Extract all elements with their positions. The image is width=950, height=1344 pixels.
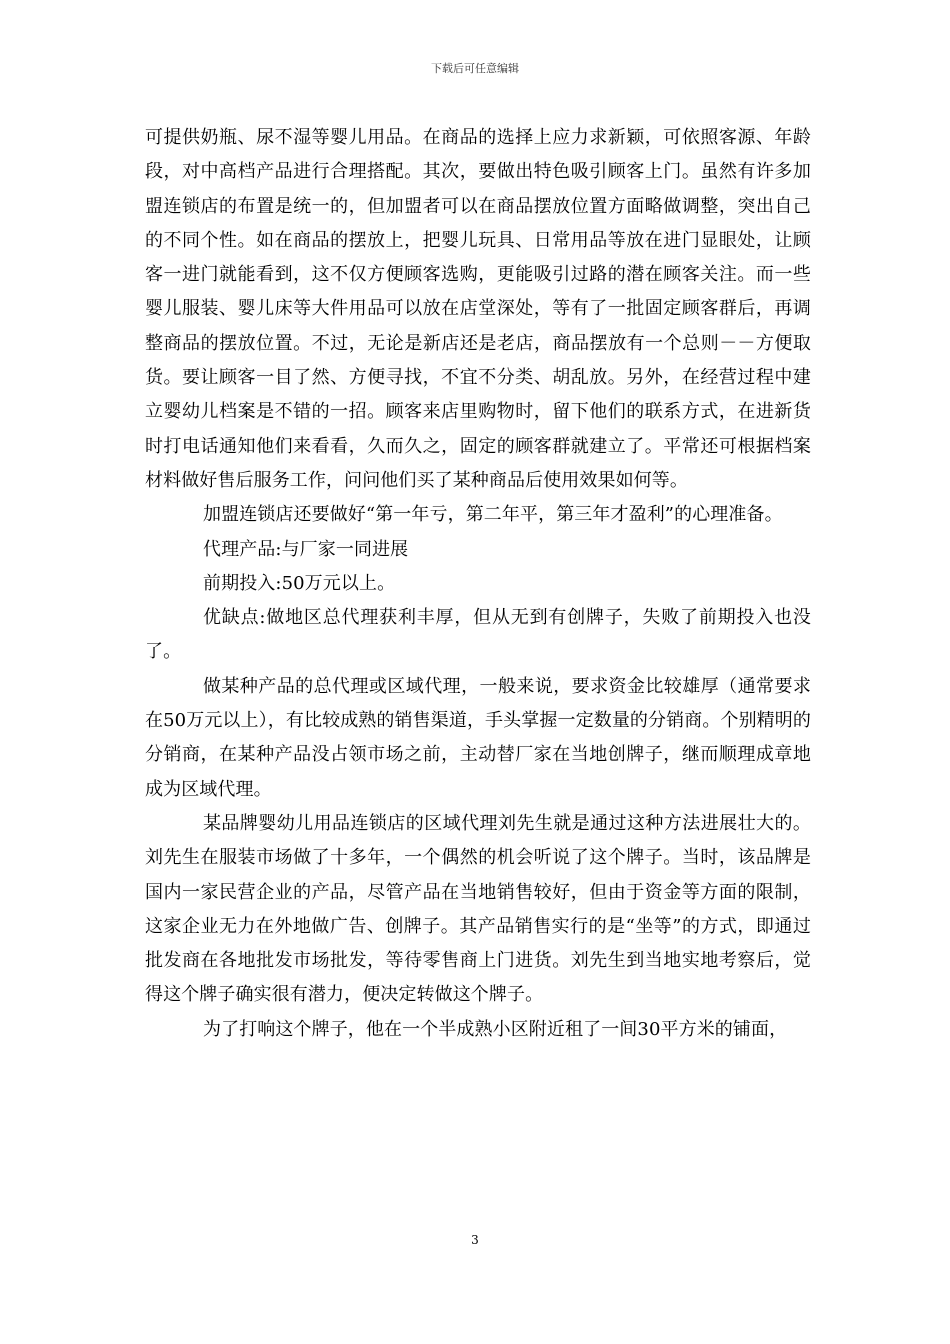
body-text (145, 121, 811, 1047)
paragraph: 优缺点:做地区总代理获利丰厚，但从无到有创牌子，失败了前期投入也没了。 (145, 607, 811, 663)
page-header: 下载后可任意编辑 (431, 62, 519, 75)
paragraph: 做某种产品的总代理或区域代理，一般来说，要求资金比较雄厚（通常要求在50万元以上），有比较成熟的销售渠道，手头掌握一定数量的分销商。个别精明的分销商，在某种产品没占领市场之前，主动替厂家在当地创牌子，继而顺理成章地成为区域代理。 (145, 675, 811, 800)
paragraph: 加盟连锁店还要做好“第一年亏，第二年平，第三年才盈利”的心理准备。 (203, 504, 783, 526)
page-number: 3 (471, 1233, 479, 1247)
paragraph: 某品牌婴幼儿用品连锁店的区域代理刘先生就是通过这种方法进展壮大的。刘先生在服装市场做了十多年，一个偶然的机会听说了这个牌子。当时，该品牌是国内一家民营企业的产品，尽管产品在当地销售较好，但由于资金等方面的限制，这家企业无力在外地做广告、创牌子。其产品销售实行的是“坐等”的方式，即通过批发商在各地批发市场批发，等待零售商上门进货。刘先生到当地实地考察后，觉得这个牌子确实很有潜力，便决定转做这个牌子。 (145, 812, 811, 1006)
paragraph: 可提供奶瓶、尿不湿等婴儿用品。在商品的选择上应力求新颖，可依照客源、年龄段，对中高档产品进行合理搭配。其次，要做出特色吸引顾客上门。虽然有许多加盟连锁店的布置是统一的，但加盟者可以在商品摆放位置方面略做调整，突出自己的不同个性。如在商品的摆放上，把婴儿玩具、日常用品等放在进门显眼处，让顾客一进门就能看到，这不仅方便顾客选购，更能吸引过路的潜在顾客关注。而一些婴儿服装、婴儿床等大件用品可以放在店堂深处，等有了一批固定顾客群后，再调整商品的摆放位置。不过，无论是新店还是老店，商品摆放有一个总则－－方便取货。要让顾客一目了然、方便寻找，不宜不分类、胡乱放。另外，在经营过程中建立婴幼儿档案是不错的一招。顾客来店里购物时，留下他们的联系方式，在进新货时打电话通知他们来看看，久而久之，固定的顾客群就建立了。平常还可根据档案材料做好售后服务工作，问问他们买了某种商品后使用效果如何等。 (145, 127, 811, 491)
paragraph: 代理产品:与厂家一同进展 (203, 538, 409, 560)
paragraph: 为了打响这个牌子，他在一个半成熟小区附近租了一间30平方米的铺面， (203, 1018, 788, 1040)
paragraph: 前期投入:50万元以上。 (203, 572, 396, 594)
